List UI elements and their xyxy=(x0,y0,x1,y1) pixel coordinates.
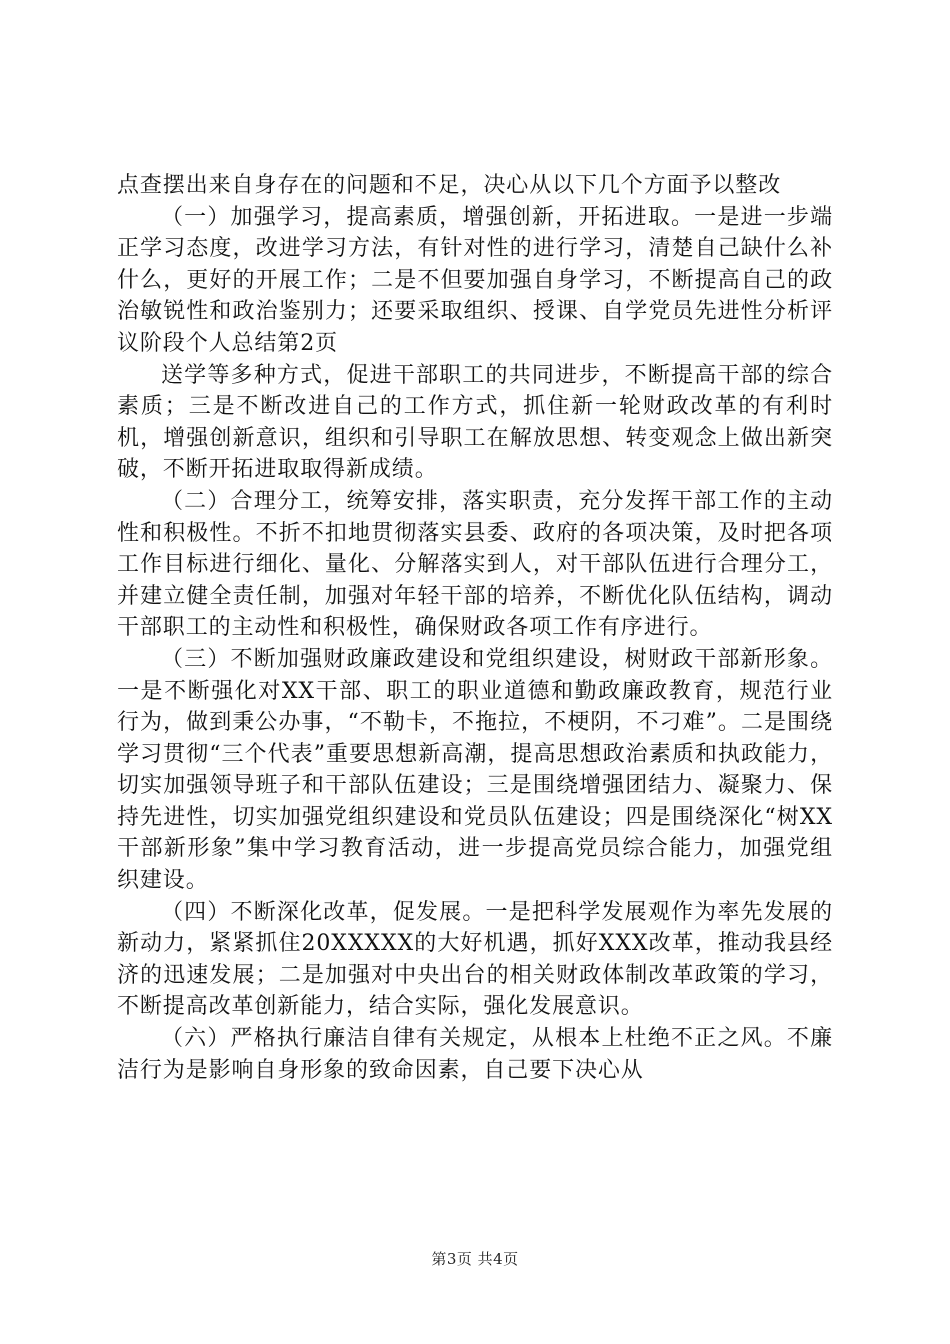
paragraph-section-3: （三）不断加强财政廉政建设和党组织建设，树财政干部新形象。一是不断强化对XX干部、职工的职业道德和勤政廉政教育，规范行业行为，做到秉公办事，“不勒卡，不拖拉，不梗阴，不刁难”。二是围绕学习贯彻“三个代表”重要思想新高潮，提高思想政治素质和执政能力，切实加强领导班子和干部队伍建设；三是围绕增强团结力、凝聚力、保持先进性，切实加强党组织建设和党员队伍建设；四是围绕深化“树XX干部新形象”集中学习教育活动，进一步提高党员综合能力，加强党组织建设。 xyxy=(117,646,833,894)
paragraph-intro: 点查摆出来自身存在的问题和不足，决心从以下几个方面予以整改 xyxy=(117,173,782,198)
paragraph-section-4: （四）不断深化改革，促发展。一是把科学发展观作为率先发展的新动力，紧紧抓住20XXXXX的大好机遇，抓好XXX改革，推动我县经济的迅速发展；二是加强对中央出台的相关财政体制改革政策的学习，不断提高改革创新能力，结合实际，强化发展意识。 xyxy=(117,899,833,1020)
paragraph-section-6: （六）严格执行廉洁自律有关规定，从根本上杜绝不正之风。不廉洁行为是影响自身形象的致命因素，自己要下决心从 xyxy=(117,1026,833,1083)
paragraph-section-1: （一）加强学习，提高素质，增强创新，开拓进取。一是进一步端正学习态度，改进学习方法，有针对性的进行学习，清楚自己缺什么补什么，更好的开展工作；二是不但要加强自身学习，不断提高自己的政治敏锐性和政治鉴别力；还要采取组织、授课、自学党员先进性分析评议阶段个人总结第2页 xyxy=(117,204,833,356)
document-body xyxy=(117,170,833,1086)
paragraph-section-1-continued: 送学等多种方式，促进干部职工的共同进步，不断提高干部的综合素质；三是不断改进自己的工作方式，抓住新一轮财政改革的有利时机，增强创新意识，组织和引导职工在解放思想、转变观念上做出新突破，不断开拓进取取得新成绩。 xyxy=(117,362,833,483)
page-footer: 第3页 共4页 xyxy=(431,1250,519,1268)
paragraph-section-2: （二）合理分工，统筹安排，落实职责，充分发挥干部工作的主动性和积极性。不折不扣地贯彻落实县委、政府的各项决策，及时把各项工作目标进行细化、量化、分解落实到人，对干部队伍进行合理分工，并建立健全责任制，加强对年轻干部的培养，不断优化队伍结构，调动干部职工的主动性和积极性，确保财政各项工作有序进行。 xyxy=(117,488,833,641)
